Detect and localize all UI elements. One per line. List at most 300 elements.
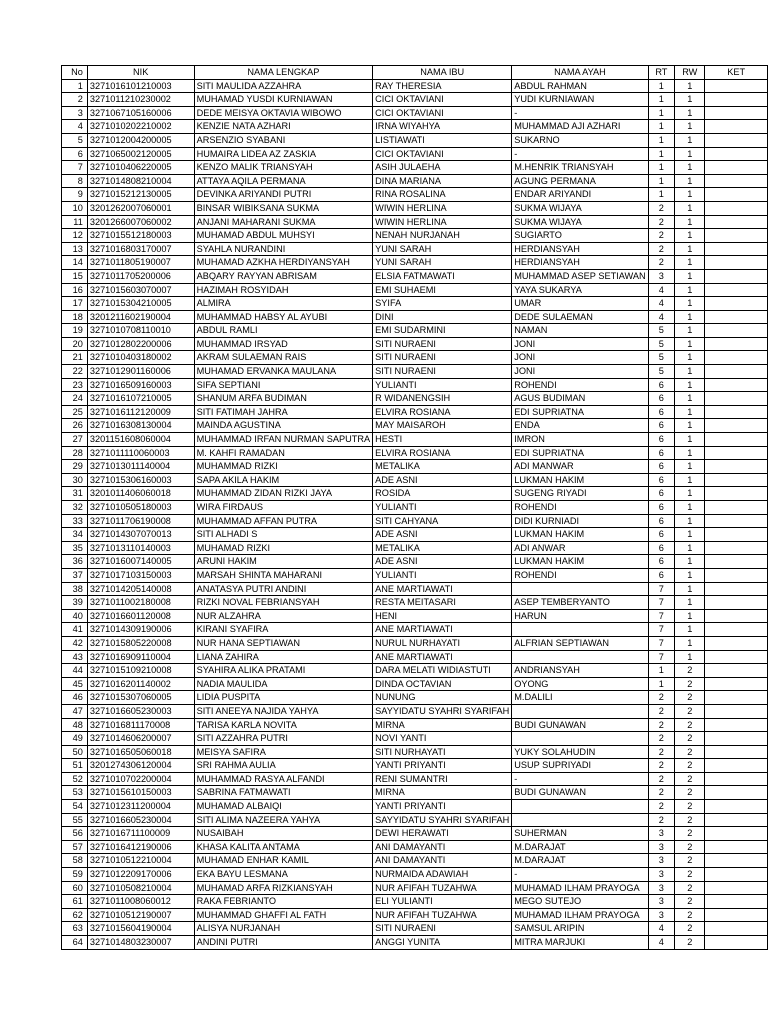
cell-rt[interactable]: 3 bbox=[648, 895, 674, 909]
cell-rt[interactable]: 2 bbox=[648, 201, 674, 215]
cell-rt[interactable]: 6 bbox=[648, 555, 674, 569]
cell-ket[interactable] bbox=[705, 868, 768, 882]
cell-rt[interactable]: 1 bbox=[648, 174, 674, 188]
cell-nik[interactable]: 3271010403180002 bbox=[87, 351, 194, 365]
cell-rw[interactable]: 1 bbox=[675, 337, 705, 351]
cell-nama-ayah[interactable]: SAMSUL ARIPIN bbox=[512, 922, 648, 936]
cell-nama-ibu[interactable]: WIWIN HERLINA bbox=[373, 215, 512, 229]
cell-rw[interactable]: 1 bbox=[675, 541, 705, 555]
cell-nama-ayah[interactable] bbox=[512, 813, 648, 827]
cell-rw[interactable]: 1 bbox=[675, 501, 705, 515]
cell-nama-lengkap[interactable]: EKA BAYU LESMANA bbox=[194, 868, 373, 882]
cell-ket[interactable] bbox=[705, 704, 768, 718]
cell-no[interactable]: 27 bbox=[62, 433, 88, 447]
cell-rt[interactable]: 3 bbox=[648, 269, 674, 283]
cell-no[interactable]: 16 bbox=[62, 283, 88, 297]
cell-nama-ayah[interactable]: AGUS BUDIMAN bbox=[512, 392, 648, 406]
cell-ket[interactable] bbox=[705, 895, 768, 909]
cell-no[interactable]: 46 bbox=[62, 691, 88, 705]
cell-nik[interactable]: 3271011002180008 bbox=[87, 596, 194, 610]
cell-rw[interactable]: 2 bbox=[675, 772, 705, 786]
cell-nama-ibu[interactable]: MIRNA bbox=[373, 718, 512, 732]
cell-nama-lengkap[interactable]: MUHAMAD ABDUL MUHSYI bbox=[194, 229, 373, 243]
cell-rw[interactable]: 2 bbox=[675, 827, 705, 841]
cell-rw[interactable]: 1 bbox=[675, 568, 705, 582]
cell-nik[interactable]: 3271011110060003 bbox=[87, 446, 194, 460]
cell-nik[interactable]: 3271014606200007 bbox=[87, 732, 194, 746]
cell-nama-lengkap[interactable]: SIFA SEPTIANI bbox=[194, 378, 373, 392]
cell-ket[interactable] bbox=[705, 936, 768, 950]
cell-rw[interactable]: 1 bbox=[675, 487, 705, 501]
cell-nama-ibu[interactable]: SITI CAHYANA bbox=[373, 514, 512, 528]
cell-rw[interactable]: 2 bbox=[675, 691, 705, 705]
cell-ket[interactable] bbox=[705, 664, 768, 678]
cell-rt[interactable]: 6 bbox=[648, 568, 674, 582]
cell-ket[interactable] bbox=[705, 283, 768, 297]
cell-nama-ayah[interactable]: NAMAN bbox=[512, 324, 648, 338]
cell-rw[interactable]: 2 bbox=[675, 759, 705, 773]
cell-no[interactable]: 50 bbox=[62, 745, 88, 759]
cell-rt[interactable]: 7 bbox=[648, 596, 674, 610]
cell-nik[interactable]: 3271014205140008 bbox=[87, 582, 194, 596]
cell-rw[interactable]: 2 bbox=[675, 908, 705, 922]
cell-nik[interactable]: 3271016412190006 bbox=[87, 840, 194, 854]
cell-nama-ibu[interactable]: YULIANTI bbox=[373, 378, 512, 392]
cell-nik[interactable]: 3271011008060012 bbox=[87, 895, 194, 909]
cell-nama-ibu[interactable]: METALIKA bbox=[373, 460, 512, 474]
cell-nama-ayah[interactable]: MUHAMMAD AJI AZHARI bbox=[512, 120, 648, 134]
cell-ket[interactable] bbox=[705, 881, 768, 895]
cell-ket[interactable] bbox=[705, 120, 768, 134]
cell-rt[interactable]: 7 bbox=[648, 609, 674, 623]
cell-nama-lengkap[interactable]: MUHAMMAD IRFAN NURMAN SAPUTRA bbox=[194, 433, 373, 447]
cell-nama-ibu[interactable]: ELSIA FATMAWATI bbox=[373, 269, 512, 283]
cell-rt[interactable]: 7 bbox=[648, 582, 674, 596]
cell-rw[interactable]: 1 bbox=[675, 161, 705, 175]
cell-rw[interactable]: 1 bbox=[675, 623, 705, 637]
cell-rw[interactable]: 1 bbox=[675, 636, 705, 650]
cell-no[interactable]: 32 bbox=[62, 501, 88, 515]
cell-ket[interactable] bbox=[705, 433, 768, 447]
cell-ket[interactable] bbox=[705, 908, 768, 922]
cell-nama-ayah[interactable]: M.DARAJAT bbox=[512, 854, 648, 868]
cell-rw[interactable]: 1 bbox=[675, 242, 705, 256]
cell-nik[interactable]: 3271011705200006 bbox=[87, 269, 194, 283]
cell-nama-ayah[interactable]: DEDE SULAEMAN bbox=[512, 310, 648, 324]
cell-rt[interactable]: 1 bbox=[648, 188, 674, 202]
cell-rt[interactable]: 1 bbox=[648, 79, 674, 93]
header-nama-ibu[interactable]: NAMA IBU bbox=[373, 66, 512, 80]
cell-nama-ibu[interactable]: YUNI SARAH bbox=[373, 242, 512, 256]
cell-nama-ibu[interactable]: RINA ROSALINA bbox=[373, 188, 512, 202]
cell-rt[interactable]: 3 bbox=[648, 908, 674, 922]
cell-no[interactable]: 22 bbox=[62, 365, 88, 379]
cell-rt[interactable]: 2 bbox=[648, 813, 674, 827]
cell-nama-lengkap[interactable]: SITI MAULIDA AZZAHRA bbox=[194, 79, 373, 93]
cell-nik[interactable]: 3271010505180003 bbox=[87, 501, 194, 515]
cell-nik[interactable]: 3271012311200004 bbox=[87, 800, 194, 814]
cell-no[interactable]: 7 bbox=[62, 161, 88, 175]
cell-ket[interactable] bbox=[705, 256, 768, 270]
cell-no[interactable]: 49 bbox=[62, 732, 88, 746]
cell-rt[interactable]: 2 bbox=[648, 732, 674, 746]
cell-nama-ayah[interactable]: ENDAR ARIYANDI bbox=[512, 188, 648, 202]
cell-no[interactable]: 48 bbox=[62, 718, 88, 732]
cell-nama-ibu[interactable]: NUNUNG bbox=[373, 691, 512, 705]
cell-ket[interactable] bbox=[705, 501, 768, 515]
cell-nama-ayah[interactable]: SUGENG RIYADI bbox=[512, 487, 648, 501]
cell-nama-ibu[interactable]: CICI OKTAVIANI bbox=[373, 93, 512, 107]
cell-nama-ibu[interactable]: YUNI SARAH bbox=[373, 256, 512, 270]
cell-ket[interactable] bbox=[705, 174, 768, 188]
cell-nama-lengkap[interactable]: KHASA KALITA ANTAMA bbox=[194, 840, 373, 854]
cell-nama-ayah[interactable] bbox=[512, 732, 648, 746]
cell-nama-ibu[interactable]: ASIH JULAEHA bbox=[373, 161, 512, 175]
cell-nama-ayah[interactable]: ADI ANWAR bbox=[512, 541, 648, 555]
cell-ket[interactable] bbox=[705, 310, 768, 324]
cell-nama-ayah[interactable]: SUKMA WIJAYA bbox=[512, 215, 648, 229]
cell-ket[interactable] bbox=[705, 582, 768, 596]
cell-no[interactable]: 57 bbox=[62, 840, 88, 854]
cell-ket[interactable] bbox=[705, 473, 768, 487]
cell-rt[interactable]: 2 bbox=[648, 691, 674, 705]
cell-rt[interactable]: 5 bbox=[648, 351, 674, 365]
cell-rw[interactable]: 1 bbox=[675, 79, 705, 93]
cell-nama-ibu[interactable]: SAYYIDATU SYAHRI SYARIFAH bbox=[373, 704, 512, 718]
cell-no[interactable]: 45 bbox=[62, 677, 88, 691]
cell-ket[interactable] bbox=[705, 541, 768, 555]
cell-nama-ayah[interactable]: AGUNG PERMANA bbox=[512, 174, 648, 188]
cell-nama-lengkap[interactable]: NUSAIBAH bbox=[194, 827, 373, 841]
cell-rw[interactable]: 2 bbox=[675, 840, 705, 854]
cell-nik[interactable]: 3271015304210005 bbox=[87, 297, 194, 311]
cell-nama-lengkap[interactable]: SITI FATIMAH JAHRA bbox=[194, 405, 373, 419]
cell-ket[interactable] bbox=[705, 813, 768, 827]
cell-rt[interactable]: 1 bbox=[648, 120, 674, 134]
cell-nama-lengkap[interactable]: SITI ANEEYA NAJIDA YAHYA bbox=[194, 704, 373, 718]
cell-nama-lengkap[interactable]: MUHAMAD AZKHA HERDIYANSYAH bbox=[194, 256, 373, 270]
cell-rt[interactable]: 6 bbox=[648, 405, 674, 419]
cell-ket[interactable] bbox=[705, 732, 768, 746]
cell-nama-ayah[interactable]: JONI bbox=[512, 351, 648, 365]
cell-rw[interactable]: 2 bbox=[675, 664, 705, 678]
cell-ket[interactable] bbox=[705, 623, 768, 637]
cell-rw[interactable]: 2 bbox=[675, 813, 705, 827]
cell-nama-lengkap[interactable]: RAKA FEBRIANTO bbox=[194, 895, 373, 909]
cell-rt[interactable]: 2 bbox=[648, 229, 674, 243]
cell-ket[interactable] bbox=[705, 745, 768, 759]
cell-nama-ibu[interactable]: CICI OKTAVIANI bbox=[373, 147, 512, 161]
cell-nik[interactable]: 3271015109210008 bbox=[87, 664, 194, 678]
cell-rt[interactable]: 2 bbox=[648, 759, 674, 773]
cell-nama-ayah[interactable] bbox=[512, 650, 648, 664]
cell-nik[interactable]: 3271016007140005 bbox=[87, 555, 194, 569]
cell-rt[interactable]: 4 bbox=[648, 297, 674, 311]
cell-nama-lengkap[interactable]: HAZIMAH ROSYIDAH bbox=[194, 283, 373, 297]
cell-ket[interactable] bbox=[705, 772, 768, 786]
cell-nik[interactable]: 3271015603070007 bbox=[87, 283, 194, 297]
cell-rw[interactable]: 1 bbox=[675, 609, 705, 623]
cell-ket[interactable] bbox=[705, 854, 768, 868]
cell-nama-ibu[interactable]: NUR AFIFAH TUZAHWA bbox=[373, 881, 512, 895]
cell-rt[interactable]: 4 bbox=[648, 922, 674, 936]
cell-no[interactable]: 47 bbox=[62, 704, 88, 718]
cell-nama-lengkap[interactable]: SITI ALIMA NAZEERA YAHYA bbox=[194, 813, 373, 827]
cell-rt[interactable]: 5 bbox=[648, 337, 674, 351]
cell-nama-ibu[interactable]: DINI bbox=[373, 310, 512, 324]
cell-nama-lengkap[interactable]: MUHAMAD ERVANKA MAULANA bbox=[194, 365, 373, 379]
cell-ket[interactable] bbox=[705, 201, 768, 215]
cell-ket[interactable] bbox=[705, 188, 768, 202]
cell-ket[interactable] bbox=[705, 636, 768, 650]
cell-rw[interactable]: 1 bbox=[675, 310, 705, 324]
cell-nama-ayah[interactable]: MUHAMMAD ASEP SETIAWAN bbox=[512, 269, 648, 283]
cell-rw[interactable]: 1 bbox=[675, 324, 705, 338]
cell-no[interactable]: 25 bbox=[62, 405, 88, 419]
cell-nama-lengkap[interactable]: ANATASYA PUTRI ANDINI bbox=[194, 582, 373, 596]
cell-nik[interactable]: 3271011805190007 bbox=[87, 256, 194, 270]
cell-nama-lengkap[interactable]: ARSENZIO SYABANI bbox=[194, 133, 373, 147]
cell-no[interactable]: 24 bbox=[62, 392, 88, 406]
cell-nama-ibu[interactable]: SAYYIDATU SYAHRI SYARIFAH bbox=[373, 813, 512, 827]
cell-no[interactable]: 9 bbox=[62, 188, 88, 202]
cell-no[interactable]: 35 bbox=[62, 541, 88, 555]
cell-no[interactable]: 36 bbox=[62, 555, 88, 569]
cell-nik[interactable]: 3271015805220008 bbox=[87, 636, 194, 650]
cell-nik[interactable]: 3271012802200006 bbox=[87, 337, 194, 351]
cell-nama-lengkap[interactable]: LIANA ZAHIRA bbox=[194, 650, 373, 664]
cell-rw[interactable]: 2 bbox=[675, 745, 705, 759]
cell-nama-ibu[interactable]: DINA MARIANA bbox=[373, 174, 512, 188]
cell-nik[interactable]: 3271013011140004 bbox=[87, 460, 194, 474]
cell-nik[interactable]: 3271016505060018 bbox=[87, 745, 194, 759]
cell-nama-ayah[interactable]: SUHERMAN bbox=[512, 827, 648, 841]
cell-nama-ayah[interactable]: ANDRIANSYAH bbox=[512, 664, 648, 678]
cell-nama-ibu[interactable]: ADE ASNI bbox=[373, 528, 512, 542]
cell-nama-lengkap[interactable]: MUHAMAD RIZKI bbox=[194, 541, 373, 555]
cell-nama-ibu[interactable]: ROSIDA bbox=[373, 487, 512, 501]
cell-ket[interactable] bbox=[705, 528, 768, 542]
cell-ket[interactable] bbox=[705, 106, 768, 120]
cell-rt[interactable]: 6 bbox=[648, 419, 674, 433]
cell-nik[interactable]: 3271065002120005 bbox=[87, 147, 194, 161]
cell-rw[interactable]: 1 bbox=[675, 201, 705, 215]
cell-nik[interactable]: 3271016201140002 bbox=[87, 677, 194, 691]
cell-rt[interactable]: 3 bbox=[648, 881, 674, 895]
cell-nama-ibu[interactable]: ELVIRA ROSIANA bbox=[373, 405, 512, 419]
cell-nama-ibu[interactable]: DEWI HERAWATI bbox=[373, 827, 512, 841]
cell-nama-ibu[interactable]: HENI bbox=[373, 609, 512, 623]
cell-nama-ibu[interactable]: SITI NURHAYATI bbox=[373, 745, 512, 759]
cell-nama-ibu[interactable]: ELI YULIANTI bbox=[373, 895, 512, 909]
cell-nama-lengkap[interactable]: ABDUL RAMLI bbox=[194, 324, 373, 338]
cell-nik[interactable]: 3201274306120004 bbox=[87, 759, 194, 773]
cell-rt[interactable]: 2 bbox=[648, 745, 674, 759]
cell-nama-lengkap[interactable]: MUHAMAD ARFA RIZKIANSYAH bbox=[194, 881, 373, 895]
cell-rt[interactable]: 1 bbox=[648, 106, 674, 120]
cell-nama-ayah[interactable]: DIDI KURNIADI bbox=[512, 514, 648, 528]
cell-nik[interactable]: 3271015604190004 bbox=[87, 922, 194, 936]
cell-rt[interactable]: 3 bbox=[648, 868, 674, 882]
cell-nama-lengkap[interactable]: WIRA FIRDAUS bbox=[194, 501, 373, 515]
header-nik[interactable]: NIK bbox=[87, 66, 194, 80]
cell-rw[interactable]: 2 bbox=[675, 936, 705, 950]
cell-no[interactable]: 52 bbox=[62, 772, 88, 786]
cell-rt[interactable]: 2 bbox=[648, 800, 674, 814]
cell-nama-ayah[interactable]: ROHENDI bbox=[512, 378, 648, 392]
cell-ket[interactable] bbox=[705, 133, 768, 147]
cell-nama-ayah[interactable]: MEGO SUTEJO bbox=[512, 895, 648, 909]
cell-rw[interactable]: 1 bbox=[675, 378, 705, 392]
cell-nik[interactable]: 3271016601120008 bbox=[87, 609, 194, 623]
cell-nama-ibu[interactable]: HESTI bbox=[373, 433, 512, 447]
cell-nama-lengkap[interactable]: AKRAM SULAEMAN RAIS bbox=[194, 351, 373, 365]
cell-nama-ayah[interactable]: BUDI GUNAWAN bbox=[512, 718, 648, 732]
header-ket[interactable]: KET bbox=[705, 66, 768, 80]
cell-rw[interactable]: 2 bbox=[675, 854, 705, 868]
cell-no[interactable]: 11 bbox=[62, 215, 88, 229]
cell-nama-ibu[interactable]: ANE MARTIAWATI bbox=[373, 623, 512, 637]
cell-ket[interactable] bbox=[705, 596, 768, 610]
cell-rw[interactable]: 1 bbox=[675, 133, 705, 147]
cell-nama-lengkap[interactable]: ATTAYA AQILA PERMANA bbox=[194, 174, 373, 188]
cell-ket[interactable] bbox=[705, 147, 768, 161]
cell-no[interactable]: 40 bbox=[62, 609, 88, 623]
cell-ket[interactable] bbox=[705, 365, 768, 379]
cell-no[interactable]: 41 bbox=[62, 623, 88, 637]
cell-no[interactable]: 5 bbox=[62, 133, 88, 147]
cell-rw[interactable]: 1 bbox=[675, 93, 705, 107]
cell-rw[interactable]: 1 bbox=[675, 650, 705, 664]
cell-nama-ayah[interactable]: SUKARNO bbox=[512, 133, 648, 147]
cell-no[interactable]: 62 bbox=[62, 908, 88, 922]
cell-ket[interactable] bbox=[705, 677, 768, 691]
cell-nama-ibu[interactable]: MIRNA bbox=[373, 786, 512, 800]
cell-nama-ayah[interactable]: LUKMAN HAKIM bbox=[512, 555, 648, 569]
cell-ket[interactable] bbox=[705, 487, 768, 501]
cell-rt[interactable]: 3 bbox=[648, 827, 674, 841]
cell-nama-ayah[interactable] bbox=[512, 623, 648, 637]
cell-nama-lengkap[interactable]: ALISYA NURJANAH bbox=[194, 922, 373, 936]
cell-nama-ayah[interactable]: - bbox=[512, 772, 648, 786]
cell-no[interactable]: 4 bbox=[62, 120, 88, 134]
cell-rw[interactable]: 2 bbox=[675, 677, 705, 691]
cell-rw[interactable]: 1 bbox=[675, 528, 705, 542]
cell-ket[interactable] bbox=[705, 419, 768, 433]
cell-nama-ayah[interactable] bbox=[512, 800, 648, 814]
cell-nama-ayah[interactable]: EDI SUPRIATNA bbox=[512, 446, 648, 460]
cell-ket[interactable] bbox=[705, 514, 768, 528]
cell-rt[interactable]: 5 bbox=[648, 365, 674, 379]
cell-rw[interactable]: 2 bbox=[675, 868, 705, 882]
cell-ket[interactable] bbox=[705, 337, 768, 351]
cell-nama-ibu[interactable]: NURMAIDA ADAWIAH bbox=[373, 868, 512, 882]
cell-rt[interactable]: 1 bbox=[648, 677, 674, 691]
cell-nama-lengkap[interactable]: RIZKI NOVAL FEBRIANSYAH bbox=[194, 596, 373, 610]
cell-rw[interactable]: 1 bbox=[675, 514, 705, 528]
cell-nik[interactable]: 3271015306160003 bbox=[87, 473, 194, 487]
cell-nama-lengkap[interactable]: MEISYA SAFIRA bbox=[194, 745, 373, 759]
cell-nama-lengkap[interactable]: SABRINA FATMAWATI bbox=[194, 786, 373, 800]
cell-nama-ibu[interactable]: RAY THERESIA bbox=[373, 79, 512, 93]
cell-nama-ayah[interactable]: SUGIARTO bbox=[512, 229, 648, 243]
cell-nama-lengkap[interactable]: ANJANI MAHARANI SUKMA bbox=[194, 215, 373, 229]
cell-ket[interactable] bbox=[705, 324, 768, 338]
cell-ket[interactable] bbox=[705, 378, 768, 392]
cell-no[interactable]: 60 bbox=[62, 881, 88, 895]
cell-nama-ibu[interactable]: SYIFA bbox=[373, 297, 512, 311]
cell-nama-lengkap[interactable]: DEDE MEISYA OKTAVIA WIBOWO bbox=[194, 106, 373, 120]
cell-nama-ayah[interactable]: ADI MANWAR bbox=[512, 460, 648, 474]
cell-rw[interactable]: 1 bbox=[675, 297, 705, 311]
cell-rt[interactable]: 3 bbox=[648, 840, 674, 854]
cell-ket[interactable] bbox=[705, 215, 768, 229]
cell-rw[interactable]: 1 bbox=[675, 473, 705, 487]
cell-nik[interactable]: 3271010702200004 bbox=[87, 772, 194, 786]
cell-nama-ibu[interactable]: NENAH NURJANAH bbox=[373, 229, 512, 243]
cell-rt[interactable]: 2 bbox=[648, 704, 674, 718]
cell-no[interactable]: 10 bbox=[62, 201, 88, 215]
cell-rw[interactable]: 1 bbox=[675, 188, 705, 202]
cell-nama-lengkap[interactable]: MUHAMMAD AFFAN PUTRA bbox=[194, 514, 373, 528]
cell-ket[interactable] bbox=[705, 405, 768, 419]
cell-rt[interactable]: 5 bbox=[648, 324, 674, 338]
cell-nama-ayah[interactable]: JONI bbox=[512, 365, 648, 379]
cell-ket[interactable] bbox=[705, 161, 768, 175]
cell-nama-ayah[interactable]: YUKY SOLAHUDIN bbox=[512, 745, 648, 759]
cell-nik[interactable]: 3271014803230007 bbox=[87, 936, 194, 950]
cell-nama-ibu[interactable]: YULIANTI bbox=[373, 568, 512, 582]
cell-nama-ayah[interactable]: HERDIANSYAH bbox=[512, 256, 648, 270]
cell-nik[interactable]: 3271016803170007 bbox=[87, 242, 194, 256]
cell-no[interactable]: 20 bbox=[62, 337, 88, 351]
cell-rt[interactable]: 1 bbox=[648, 161, 674, 175]
cell-nik[interactable]: 3271010708110010 bbox=[87, 324, 194, 338]
cell-nik[interactable]: 3201011406060018 bbox=[87, 487, 194, 501]
cell-nama-ibu[interactable]: ANI DAMAYANTI bbox=[373, 854, 512, 868]
cell-nama-ibu[interactable]: EMI SUDARMINI bbox=[373, 324, 512, 338]
cell-nama-lengkap[interactable]: MAINDA AGUSTINA bbox=[194, 419, 373, 433]
cell-no[interactable]: 64 bbox=[62, 936, 88, 950]
cell-nik[interactable]: 3271016711100009 bbox=[87, 827, 194, 841]
cell-no[interactable]: 13 bbox=[62, 242, 88, 256]
cell-nik[interactable]: 3271017103150003 bbox=[87, 568, 194, 582]
cell-nama-ayah[interactable]: LUKMAN HAKIM bbox=[512, 473, 648, 487]
cell-rw[interactable]: 2 bbox=[675, 704, 705, 718]
cell-ket[interactable] bbox=[705, 392, 768, 406]
cell-nama-ayah[interactable]: LUKMAN HAKIM bbox=[512, 528, 648, 542]
cell-ket[interactable] bbox=[705, 609, 768, 623]
cell-ket[interactable] bbox=[705, 269, 768, 283]
cell-nik[interactable]: 3271015610150003 bbox=[87, 786, 194, 800]
cell-nama-lengkap[interactable]: BINSAR WIBIKSANA SUKMA bbox=[194, 201, 373, 215]
cell-ket[interactable] bbox=[705, 446, 768, 460]
header-rw[interactable]: RW bbox=[675, 66, 705, 80]
cell-nama-lengkap[interactable]: ABQARY RAYYAN ABRISAM bbox=[194, 269, 373, 283]
cell-nik[interactable]: 3271010508210004 bbox=[87, 881, 194, 895]
cell-nama-ayah[interactable]: JONI bbox=[512, 337, 648, 351]
cell-no[interactable]: 18 bbox=[62, 310, 88, 324]
cell-no[interactable]: 26 bbox=[62, 419, 88, 433]
cell-nik[interactable]: 3271016509160003 bbox=[87, 378, 194, 392]
cell-nama-lengkap[interactable]: SITI AZZAHRA PUTRI bbox=[194, 732, 373, 746]
cell-rw[interactable]: 1 bbox=[675, 256, 705, 270]
cell-nama-ibu[interactable]: MAY MAISAROH bbox=[373, 419, 512, 433]
cell-nama-ibu[interactable]: ANE MARTIAWATI bbox=[373, 650, 512, 664]
cell-no[interactable]: 43 bbox=[62, 650, 88, 664]
cell-nama-lengkap[interactable]: SYAHIRA ALIKA PRATAMI bbox=[194, 664, 373, 678]
cell-no[interactable]: 42 bbox=[62, 636, 88, 650]
